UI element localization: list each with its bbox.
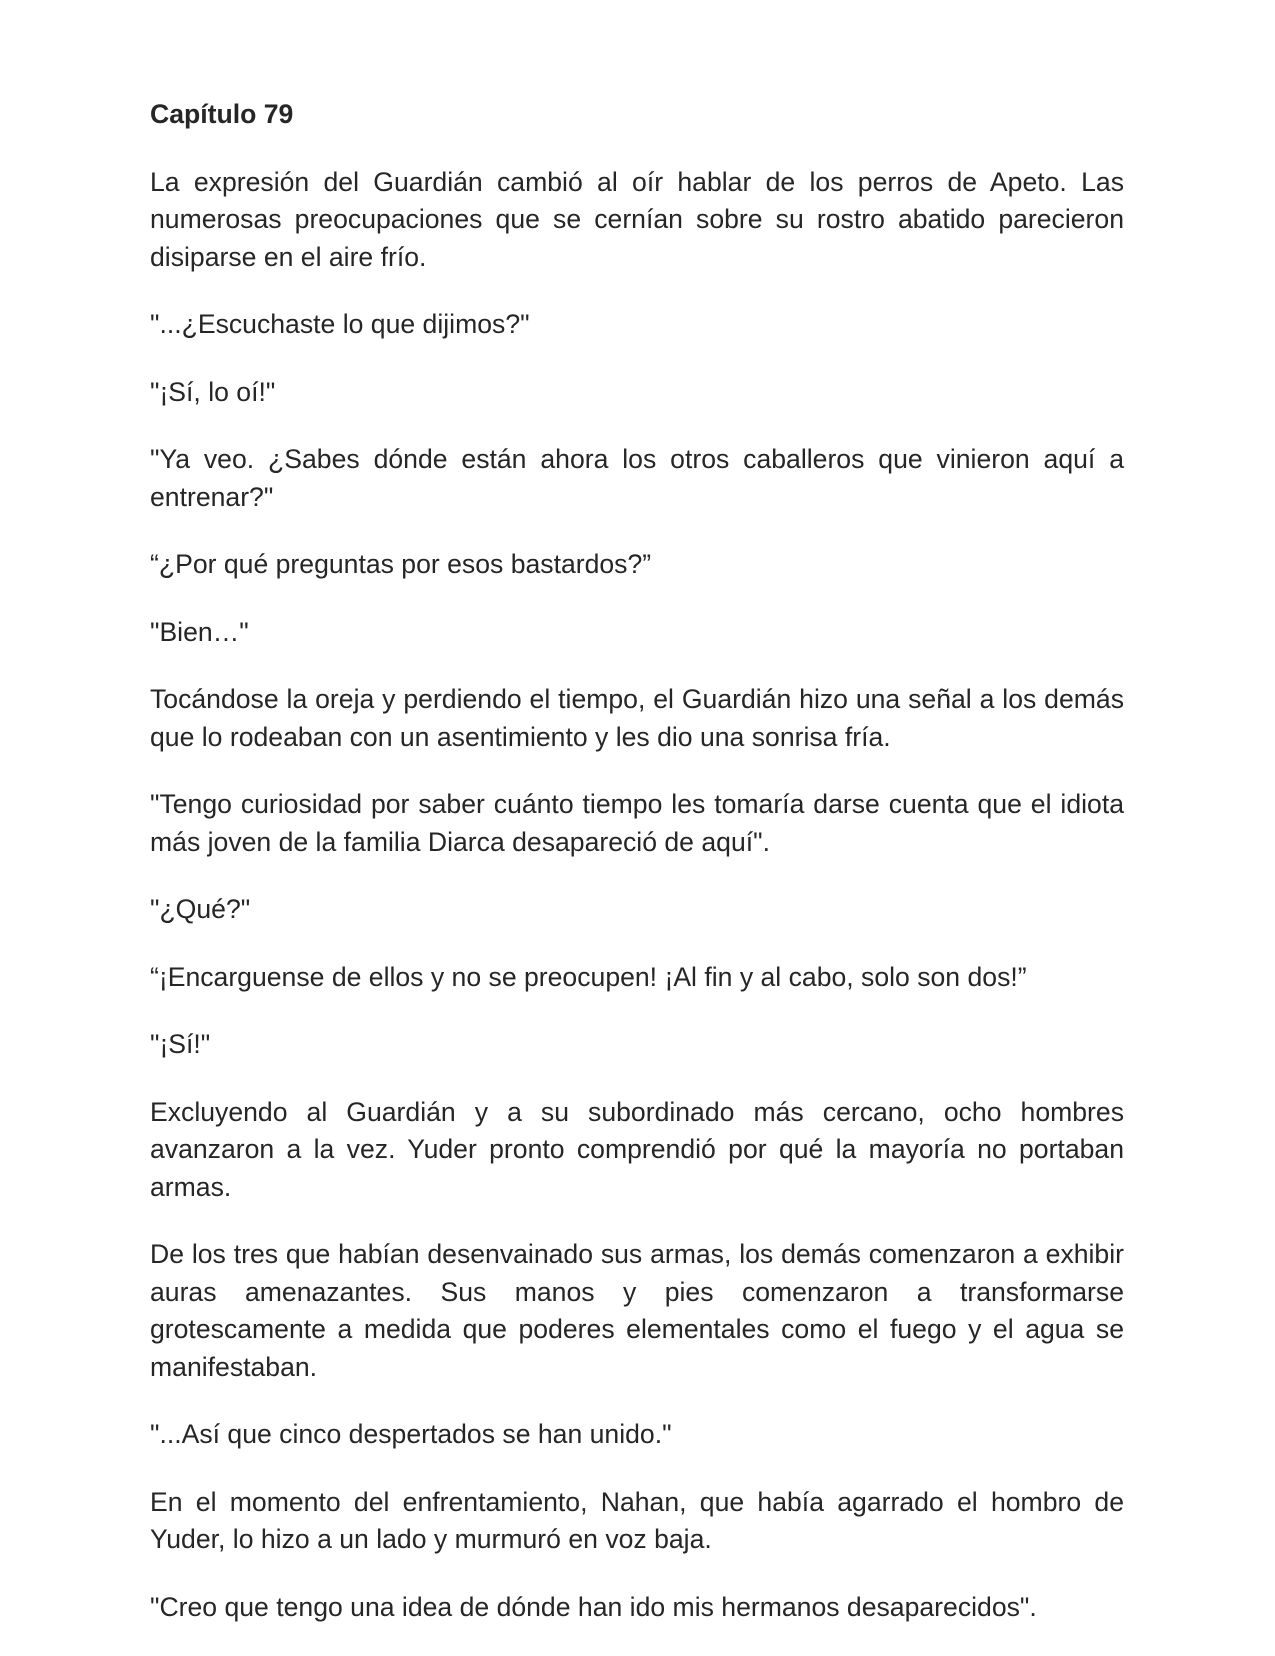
paragraph-1: La expresión del Guardián cambió al oír hablar de los perros de Apeto. Las numerosas preocupaciones que se cernían sobre su rostro abatido parecieron disiparse en el aire frío. <box>150 166 1124 272</box>
paragraph-16: "Creo que tengo una idea de dónde han ido mis hermanos desaparecidos". <box>150 1591 1037 1622</box>
document-body <box>150 96 1124 1656</box>
paragraph-4: "Ya veo. ¿Sabes dónde están ahora los otros caballeros que vinieron aquí a entrenar?" <box>150 444 1124 512</box>
paragraph-5: “¿Por qué preguntas por esos bastardos?” <box>150 549 652 579</box>
paragraph-8: "Tengo curiosidad por saber cuánto tiempo les tomaría darse cuenta que el idiota más joven de la familia Diarca desapareció de aquí". <box>150 789 1124 857</box>
paragraph-11: "¡Sí!" <box>150 1029 211 1059</box>
paragraph-6: "Bien…" <box>150 616 249 647</box>
paragraph-13: De los tres que habían desenvainado sus armas, los demás comenzaron a exhibir auras amenazantes. Sus manos y pies comenzaron a transformarse grotescamente a medida que poderes elementales como el fuego y el agua se manifestaban. <box>150 1239 1124 1382</box>
paragraph-9: "¿Qué?" <box>150 894 251 924</box>
paragraph-15: En el momento del enfrentamiento, Nahan, que había agarrado el hombro de Yuder, lo hizo a un lado y murmuró en voz baja. <box>150 1486 1124 1554</box>
paragraph-14: "...Así que cinco despertados se han unido." <box>150 1419 672 1449</box>
paragraph-2: "...¿Escuchaste lo que dijimos?" <box>150 309 530 339</box>
paragraph-12: Excluyendo al Guardián y a su subordinado más cercano, ocho hombres avanzaron a la vez. Yuder pronto comprendió por qué la mayoría no portaban armas. <box>150 1096 1124 1202</box>
paragraph-7: Tocándose la oreja y perdiendo el tiempo, el Guardián hizo una señal a los demás que lo rodeaban con un asentimiento y les dio una sonrisa fría. <box>150 684 1124 752</box>
paragraph-10: “¡Encarguense de ellos y no se preocupen! ¡Al fin y al cabo, solo son dos!” <box>150 961 1027 992</box>
chapter-title: Capítulo 79 <box>150 99 294 129</box>
paragraph-3: "¡Sí, lo oí!" <box>150 376 276 407</box>
